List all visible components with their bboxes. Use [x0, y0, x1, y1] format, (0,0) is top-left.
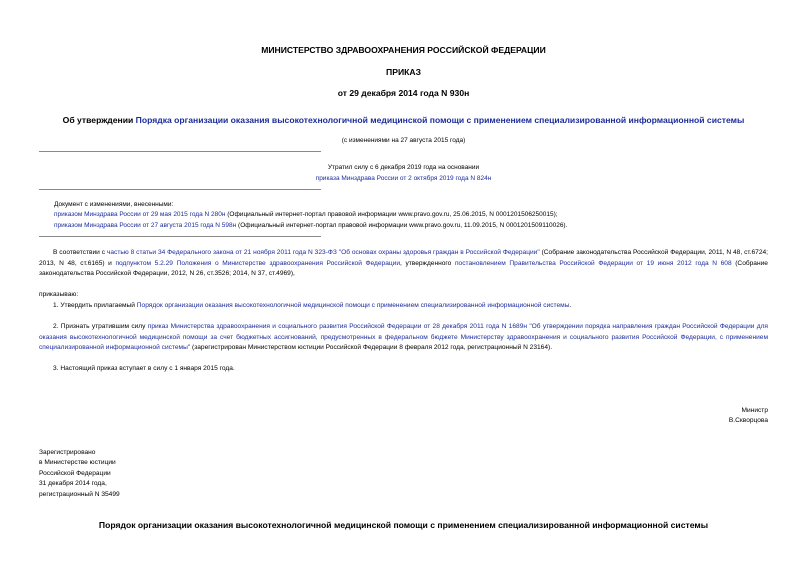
signature-name: В.Скворцова: [728, 417, 768, 424]
change-item: [54, 221, 567, 230]
changes-heading: Документ с изменениями, внесенными:: [54, 201, 174, 208]
registration-line: в Министерстве юстиции: [39, 459, 116, 466]
registration-line: 31 декабря 2014 года,: [39, 480, 107, 487]
registration-line: регистрационный N 35499: [39, 491, 120, 498]
lost-force-link[interactable]: приказа Минздрава России от 2 октября 2019 года N 824н: [315, 175, 492, 182]
procedure-title: Порядок организации оказания высокотехнологичной медицинской помощи с применением специализированной информационной системы: [98, 520, 709, 530]
item-text: 1. Утвердить прилагаемый: [53, 302, 137, 309]
doc-date-heading: от 29 декабря 2014 года N 930н: [337, 88, 470, 98]
lost-force-line: Утратил силу с 6 декабря 2019 года на основании: [327, 164, 480, 171]
regulation-link[interactable]: подпунктом 5.2.29 Положения о Министерстве здравоохранения Российской Федерации: [115, 259, 401, 267]
law-link[interactable]: частью 8 статьи 34 Федерального закона от 21 ноября 2011 года N 323-ФЗ "Об основах охраны здоровья граждан в Российской Федерации": [106, 249, 540, 256]
divider: [39, 189, 321, 190]
order-item-3: 3. Настоящий приказ вступает в силу с 1 января 2015 года.: [53, 365, 235, 372]
ministry-heading: МИНИСТЕРСТВО ЗДРАВООХРАНЕНИЯ РОССИЙСКОЙ ФЕДЕРАЦИИ: [261, 45, 546, 55]
registration-line: Российской Федерации: [39, 470, 111, 477]
divider: [39, 236, 321, 237]
title-link[interactable]: Порядка организации оказания высокотехнологичной медицинской помощи с применением специализированной информационной системы: [135, 115, 745, 125]
order-item-2: [39, 322, 768, 354]
order-word: приказываю:: [39, 291, 79, 298]
title-prefix: Об утверждении: [62, 115, 136, 125]
preamble-text: , утвержденного: [400, 259, 455, 267]
change-item: [54, 210, 558, 219]
preamble-text: В соответствии с: [53, 249, 107, 256]
registration-line: Зарегистрировано: [39, 449, 96, 456]
document-title: [0, 115, 807, 125]
preamble-paragraph: [39, 248, 768, 280]
item-text: .: [569, 302, 572, 309]
preamble-text: (Собрание законодательства Российской Федерации, 2011, N 48, ст.6724; 2013, N 48, ст.6165) и: [39, 249, 768, 267]
doc-type-heading: ПРИКАЗ: [386, 67, 421, 77]
change-link[interactable]: приказом Минздрава России от 27 августа 2015 года N 598н: [54, 222, 237, 229]
divider: [39, 151, 321, 152]
item-text: (зарегистрирован Министерством юстиции Российской Федерации 8 февраля 2012 года, регистрационный N 23164).: [190, 344, 553, 351]
change-text: (Официальный интернет-портал правовой информации www.pravo.gov.ru, 11.09.2015, N 0001201509110026).: [236, 222, 568, 229]
repealed-order-link[interactable]: приказ Министерства здравоохранения и социального развития Российской Федерации от 28 декабря 2011 года N 1689н "Об утверждении порядка направления граждан Российской Федерации для оказания высокотехнологичной медицинской помощи за счет бюджетных ассигнований, предусмотренных в федеральном бюджете Министерству здравоохранения и социального развития Российской Федерации, с применением специализированной информационной системы": [39, 323, 768, 351]
item-text: 2. Признать утратившим силу: [53, 323, 148, 330]
change-text: (Официальный интернет-портал правовой информации www.pravo.gov.ru, 25.06.2015, N 0001201506250015);: [225, 211, 558, 218]
procedure-link[interactable]: Порядок организации оказания высокотехнологичной медицинской помощи с применением специализированной информационной системы: [136, 302, 570, 309]
change-link[interactable]: приказом Минздрава России от 29 мая 2015 года N 280н: [54, 211, 226, 218]
resolution-link[interactable]: постановлением Правительства Российской Федерации от 19 июня 2012 года N 608: [454, 259, 732, 267]
order-item-1: [39, 301, 768, 312]
signature-position: Министр: [741, 407, 768, 414]
amended-note: (с изменениями на 27 августа 2015 года): [341, 137, 466, 144]
preamble-text: (Собрание законодательства Российской Федерации, 2012, N 26, ст.3526; 2014, N 37, ст.4969),: [39, 259, 768, 277]
